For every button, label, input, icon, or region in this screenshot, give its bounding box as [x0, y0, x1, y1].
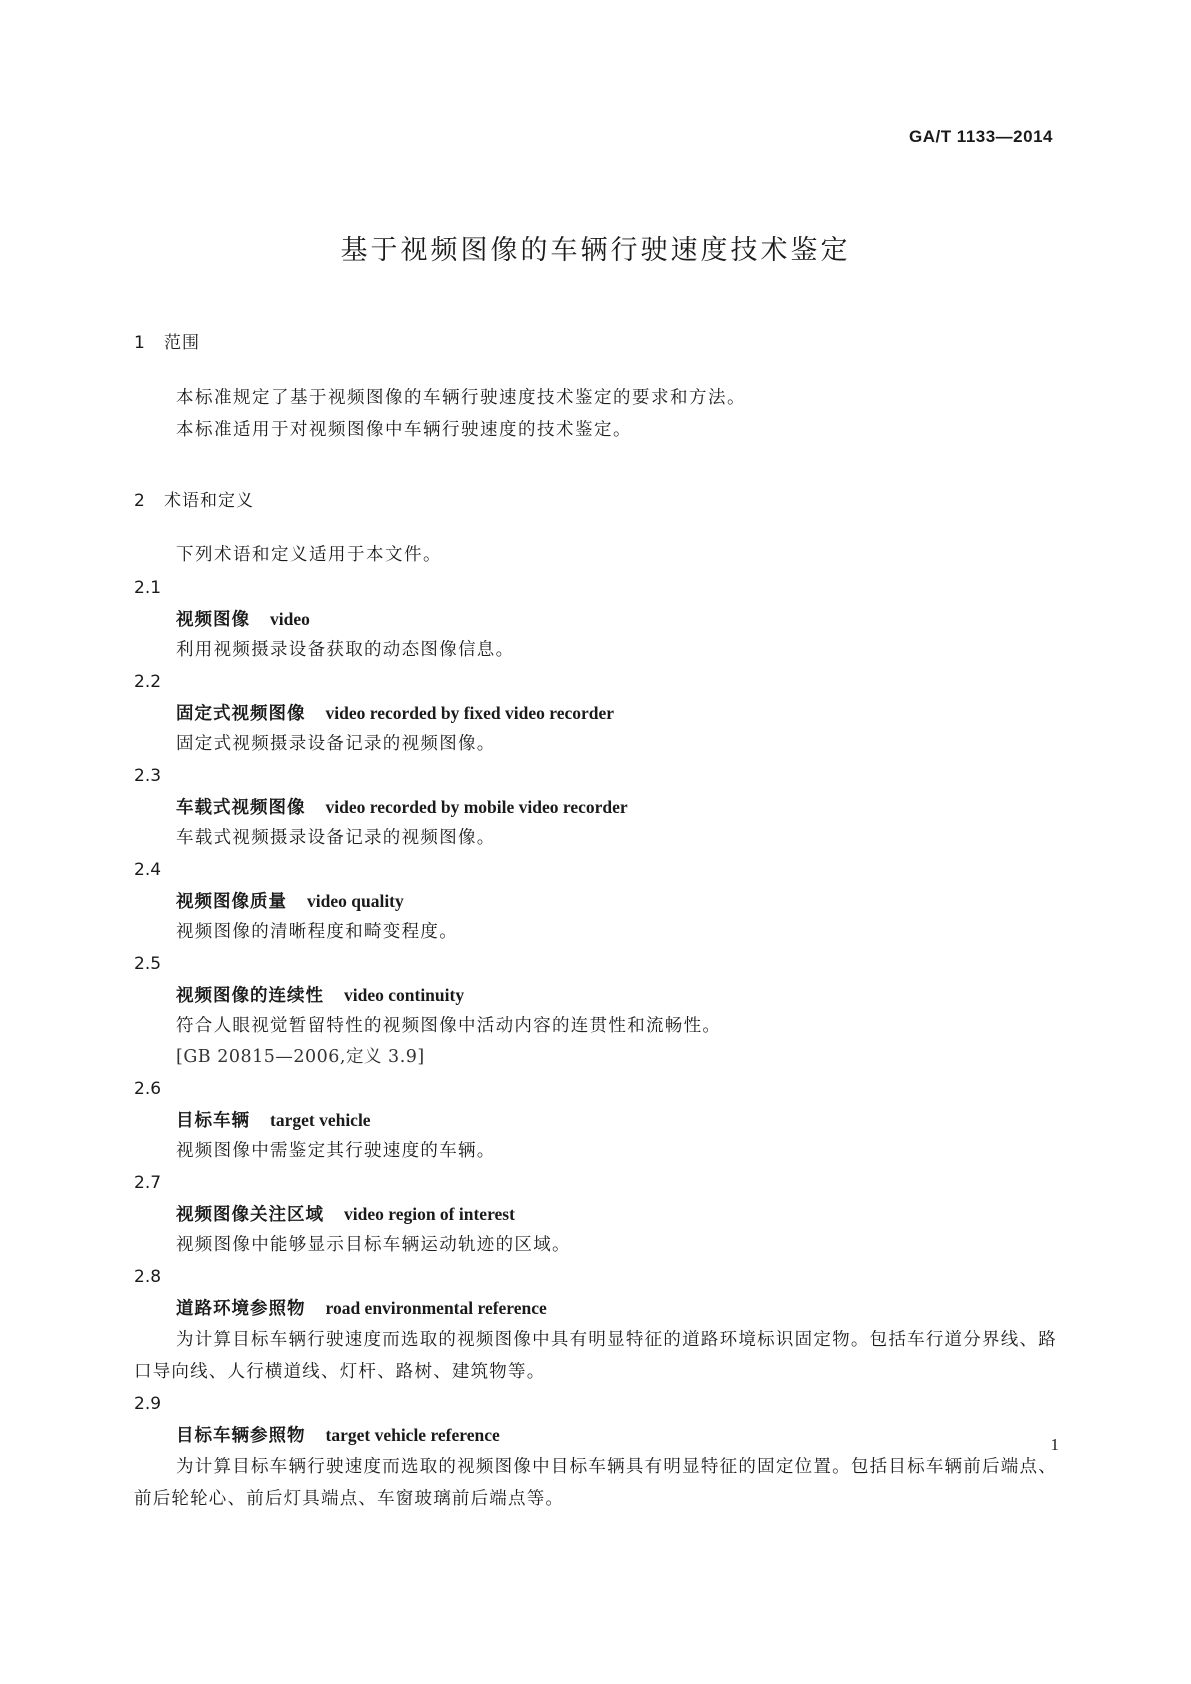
term-definition: 固定式视频摄录设备记录的视频图像。 [176, 733, 496, 754]
term-name-zh: 道路环境参照物 [176, 1298, 306, 1319]
term-number: 2.7 [134, 1172, 162, 1193]
term-name-en: video recorded by fixed video recorder [325, 702, 615, 723]
document-body [134, 328, 1057, 1515]
term-name-zh: 车载式视频图像 [176, 797, 306, 818]
section-2-heading [134, 486, 1057, 516]
paragraph: 本标准规定了基于视频图像的车辆行驶速度技术鉴定的要求和方法。 [176, 388, 746, 408]
section-number: 2 [134, 491, 146, 511]
term-number: 2.4 [134, 859, 162, 880]
term-definition: 车载式视频摄录设备记录的视频图像。 [176, 827, 496, 848]
term-number: 2.8 [134, 1266, 162, 1287]
term-name [134, 698, 1057, 729]
term-name [134, 1293, 1057, 1324]
term-name-en: target vehicle reference [325, 1424, 500, 1445]
term-definition: 视频图像中能够显示目标车辆运动轨迹的区域。 [176, 1234, 571, 1255]
term-name [134, 886, 1057, 917]
term-name-zh: 目标车辆 [176, 1110, 250, 1131]
term-number: 2.5 [134, 953, 162, 974]
section-title: 术语和定义 [164, 491, 254, 511]
term-name [134, 1420, 1057, 1451]
section-number: 1 [134, 333, 146, 353]
term-name [134, 980, 1057, 1011]
term-name-zh: 视频图像关注区域 [176, 1204, 324, 1225]
intro-paragraph: 下列术语和定义适用于本文件。 [176, 545, 442, 565]
term-name-en: video [270, 608, 310, 629]
term-number: 2.3 [134, 765, 162, 786]
term-name [134, 1105, 1057, 1136]
term-name-en: video quality [307, 890, 404, 911]
section-title: 范围 [164, 333, 200, 353]
term-number: 2.1 [134, 577, 162, 598]
term-name-zh: 固定式视频图像 [176, 703, 306, 724]
term-name-zh: 视频图像的连续性 [176, 985, 324, 1006]
term-number: 2.9 [134, 1393, 162, 1414]
term-source-reference: [GB 20815—2006,定义 3.9] [176, 1046, 425, 1067]
term-name-zh: 视频图像质量 [176, 891, 287, 912]
term-name-en: target vehicle [270, 1109, 371, 1130]
term-name [134, 604, 1057, 635]
term-name-en: video continuity [344, 984, 465, 1005]
term-name [134, 792, 1057, 823]
term-definition: 为计算目标车辆行驶速度而选取的视频图像中目标车辆具有明显特征的固定位置。包括目标车辆前后端点、前后轮轮心、前后灯具端点、车窗玻璃前后端点等。 [134, 1456, 1057, 1509]
term-definition: 为计算目标车辆行驶速度而选取的视频图像中具有明显特征的道路环境标识固定物。包括车行道分界线、路口导向线、人行横道线、灯杆、路树、建筑物等。 [134, 1329, 1057, 1382]
term-number: 2.2 [134, 671, 162, 692]
document-title: 基于视频图像的车辆行驶速度技术鉴定 [340, 235, 851, 266]
term-definition: 利用视频摄录设备获取的动态图像信息。 [176, 639, 515, 660]
section-1-heading [134, 328, 1057, 358]
standard-code: GA/T 1133—2014 [908, 127, 1053, 146]
term-name-zh: 视频图像 [176, 609, 250, 630]
page-number: 1 [1050, 1435, 1059, 1454]
term-definition: 视频图像的清晰程度和畸变程度。 [176, 921, 458, 942]
term-name-en: road environmental reference [325, 1297, 547, 1318]
paragraph: 本标准适用于对视频图像中车辆行驶速度的技术鉴定。 [176, 419, 632, 440]
term-definition: 视频图像中需鉴定其行驶速度的车辆。 [176, 1140, 496, 1161]
term-name-zh: 目标车辆参照物 [176, 1425, 306, 1446]
term-name-en: video recorded by mobile video recorder [325, 796, 628, 817]
term-definition: 符合人眼视觉暂留特性的视频图像中活动内容的连贯性和流畅性。 [176, 1015, 722, 1036]
term-name [134, 1199, 1057, 1230]
term-number: 2.6 [134, 1078, 162, 1099]
term-name-en: video region of interest [344, 1203, 515, 1224]
